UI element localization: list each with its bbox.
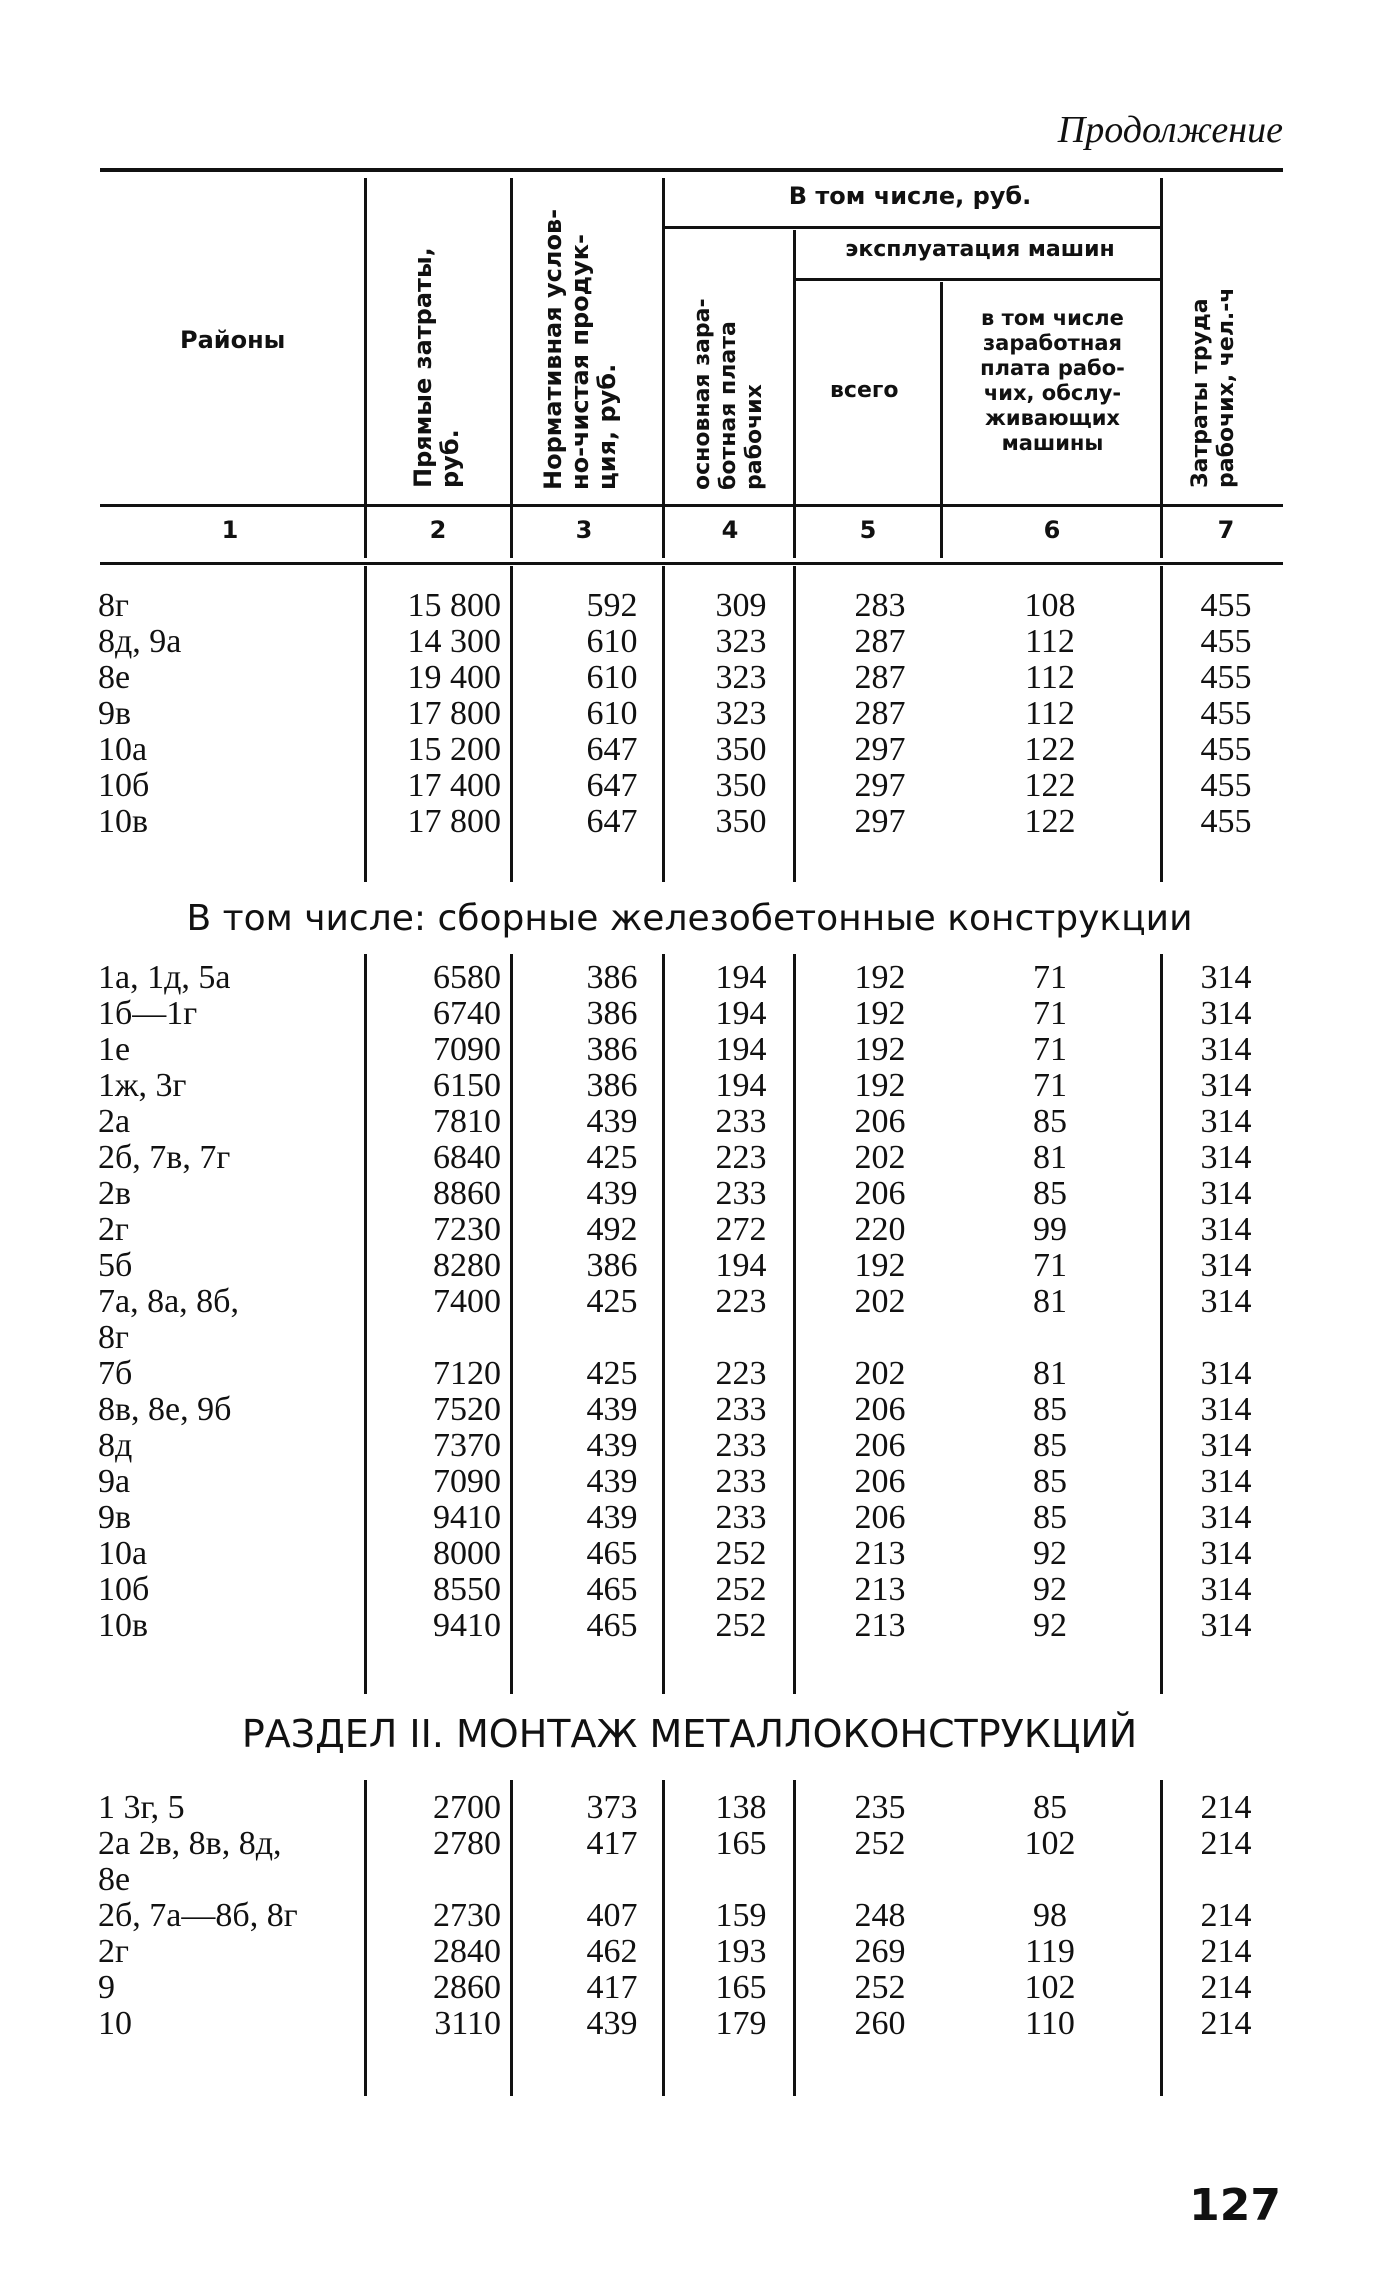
value-cell: 138 [715, 1789, 767, 1826]
value-cell: 122 [1024, 731, 1076, 768]
value-cell: 439 [586, 1103, 638, 1140]
value-cell: 455 [1200, 767, 1252, 804]
table-row [0, 624, 1379, 660]
table-row [0, 1862, 1379, 1898]
value-cell: 213 [854, 1571, 906, 1608]
column-divider [510, 954, 513, 1694]
value-cell: 465 [586, 1607, 638, 1644]
value-cell: 85 [1033, 1463, 1067, 1500]
value-cell: 98 [1033, 1897, 1067, 1934]
value-cell: 323 [715, 695, 767, 732]
column-number: 5 [859, 516, 877, 544]
district-cell: 10в [98, 1607, 149, 1644]
column-divider [364, 566, 367, 882]
header-divider [662, 178, 665, 558]
value-cell: 6580 [433, 959, 501, 996]
value-cell: 283 [854, 587, 906, 624]
value-cell: 252 [854, 1969, 906, 2006]
value-cell: 192 [854, 1067, 906, 1104]
value-cell: 194 [715, 959, 767, 996]
value-cell: 122 [1024, 767, 1076, 804]
district-cell: 10 [98, 2005, 132, 2042]
value-cell: 314 [1200, 1463, 1252, 1500]
table-row [0, 1104, 1379, 1140]
value-cell: 386 [586, 1247, 638, 1284]
value-cell: 455 [1200, 731, 1252, 768]
value-cell: 235 [854, 1789, 906, 1826]
value-cell: 425 [586, 1283, 638, 1320]
header-direct-costs: Прямые затраты, руб. [409, 247, 464, 488]
column-divider [1160, 1780, 1163, 2096]
value-cell: 297 [854, 803, 906, 840]
table-row [0, 1898, 1379, 1934]
value-cell: 314 [1200, 1499, 1252, 1536]
value-cell: 252 [715, 1535, 767, 1572]
value-cell: 233 [715, 1103, 767, 1140]
value-cell: 350 [715, 767, 767, 804]
district-cell: 2в [98, 1175, 132, 1212]
value-cell: 71 [1033, 1067, 1067, 1104]
value-cell: 2730 [433, 1897, 501, 1934]
value-cell: 71 [1033, 995, 1067, 1032]
header-group-including: В том числе, руб. [788, 182, 1032, 210]
value-cell: 108 [1024, 587, 1076, 624]
table-top-rule [100, 168, 1283, 172]
value-cell: 610 [586, 695, 638, 732]
table-row [0, 2006, 1379, 2042]
value-cell: 2700 [433, 1789, 501, 1826]
value-cell: 206 [854, 1175, 906, 1212]
value-cell: 206 [854, 1499, 906, 1536]
value-cell: 252 [854, 1825, 906, 1862]
value-cell: 202 [854, 1355, 906, 1392]
value-cell: 314 [1200, 1571, 1252, 1608]
value-cell: 214 [1200, 1969, 1252, 2006]
value-cell: 179 [715, 2005, 767, 2042]
value-cell: 314 [1200, 1283, 1252, 1320]
value-cell: 194 [715, 1031, 767, 1068]
value-cell: 272 [715, 1211, 767, 1248]
district-cell: 8г [98, 1319, 129, 1356]
page-number: 127 [1189, 2180, 1281, 2231]
value-cell: 260 [854, 2005, 906, 2042]
value-cell: 425 [586, 1139, 638, 1176]
table-row [0, 1826, 1379, 1862]
continuation-label: Продолжение [1057, 109, 1283, 151]
value-cell: 159 [715, 1897, 767, 1934]
value-cell: 465 [586, 1571, 638, 1608]
district-cell: 8е [98, 659, 131, 696]
column-divider [662, 566, 665, 882]
value-cell: 7120 [433, 1355, 501, 1392]
value-cell: 439 [586, 1391, 638, 1428]
value-cell: 71 [1033, 1031, 1067, 1068]
column-number: 7 [1217, 516, 1235, 544]
table-row [0, 1284, 1379, 1320]
value-cell: 386 [586, 959, 638, 996]
column-divider [793, 566, 796, 882]
value-cell: 350 [715, 803, 767, 840]
value-cell: 15 200 [407, 731, 501, 768]
table-row [0, 1500, 1379, 1536]
table-row [0, 996, 1379, 1032]
column-number: 1 [221, 516, 239, 544]
value-cell: 7090 [433, 1031, 501, 1068]
district-cell: 7а, 8а, 8б, [98, 1283, 239, 1320]
table-row [0, 960, 1379, 996]
value-cell: 7370 [433, 1427, 501, 1464]
value-cell: 314 [1200, 995, 1252, 1032]
value-cell: 2860 [433, 1969, 501, 2006]
value-cell: 6840 [433, 1139, 501, 1176]
district-cell: 2г [98, 1211, 129, 1248]
value-cell: 465 [586, 1535, 638, 1572]
value-cell: 2780 [433, 1825, 501, 1862]
value-cell: 85 [1033, 1103, 1067, 1140]
value-cell: 314 [1200, 1427, 1252, 1464]
district-cell: 10в [98, 803, 149, 840]
value-cell: 214 [1200, 2005, 1252, 2042]
value-cell: 314 [1200, 1103, 1252, 1140]
value-cell: 248 [854, 1897, 906, 1934]
header-divider [940, 282, 943, 558]
value-cell: 439 [586, 1499, 638, 1536]
district-cell: 2б, 7а—8б, 8г [98, 1897, 298, 1934]
value-cell: 309 [715, 587, 767, 624]
value-cell: 314 [1200, 959, 1252, 996]
value-cell: 233 [715, 1463, 767, 1500]
district-cell: 2а [98, 1103, 131, 1140]
value-cell: 6150 [433, 1067, 501, 1104]
value-cell: 323 [715, 623, 767, 660]
value-cell: 165 [715, 1969, 767, 2006]
value-cell: 202 [854, 1283, 906, 1320]
value-cell: 386 [586, 1031, 638, 1068]
value-cell: 192 [854, 959, 906, 996]
header-districts: Районы [180, 326, 286, 354]
value-cell: 455 [1200, 803, 1252, 840]
header-normative-production: Нормативная услов- но-чистая продук- ция, руб. [539, 208, 621, 490]
value-cell: 8000 [433, 1535, 501, 1572]
table-row [0, 1032, 1379, 1068]
value-cell: 202 [854, 1139, 906, 1176]
value-cell: 314 [1200, 1391, 1252, 1428]
header-divider [793, 230, 796, 558]
value-cell: 647 [586, 767, 638, 804]
table-row [0, 1790, 1379, 1826]
table-row [0, 1464, 1379, 1500]
value-cell: 92 [1033, 1571, 1067, 1608]
table-row [0, 1536, 1379, 1572]
table-row [0, 768, 1379, 804]
value-cell: 102 [1024, 1825, 1076, 1862]
district-cell: 2б, 7в, 7г [98, 1139, 231, 1176]
header-total: всего [830, 378, 899, 403]
column-divider [1160, 954, 1163, 1694]
table-row [0, 1356, 1379, 1392]
value-cell: 192 [854, 1031, 906, 1068]
header-divider [510, 178, 513, 558]
column-number: 2 [429, 516, 447, 544]
value-cell: 17 800 [407, 695, 501, 732]
value-cell: 214 [1200, 1825, 1252, 1862]
value-cell: 214 [1200, 1789, 1252, 1826]
district-cell: 8г [98, 587, 129, 624]
value-cell: 314 [1200, 1067, 1252, 1104]
district-cell: 2г [98, 1933, 129, 1970]
table-row [0, 588, 1379, 624]
district-cell: 9а [98, 1463, 131, 1500]
district-cell: 10а [98, 731, 148, 768]
district-cell: 10б [98, 1571, 150, 1608]
district-cell: 8д [98, 1427, 133, 1464]
column-divider [793, 954, 796, 1694]
value-cell: 610 [586, 623, 638, 660]
column-divider [510, 566, 513, 882]
value-cell: 455 [1200, 623, 1252, 660]
value-cell: 15 800 [407, 587, 501, 624]
value-cell: 647 [586, 731, 638, 768]
value-cell: 9410 [433, 1499, 501, 1536]
value-cell: 417 [586, 1969, 638, 2006]
district-cell: 7б [98, 1355, 133, 1392]
value-cell: 407 [586, 1897, 638, 1934]
table-row [0, 1572, 1379, 1608]
value-cell: 194 [715, 995, 767, 1032]
value-cell: 492 [586, 1211, 638, 1248]
value-cell: 214 [1200, 1933, 1252, 1970]
value-cell: 17 800 [407, 803, 501, 840]
value-cell: 81 [1033, 1283, 1067, 1320]
column-number: 4 [721, 516, 739, 544]
table-row [0, 1428, 1379, 1464]
table-row [0, 660, 1379, 696]
district-cell: 9 [98, 1969, 115, 2006]
table-row [0, 1970, 1379, 2006]
district-cell: 8д, 9а [98, 623, 182, 660]
header-base-wages: основная зара- ботная плата рабочих [690, 298, 767, 490]
column-number: 6 [1043, 516, 1061, 544]
column-divider [364, 954, 367, 1694]
value-cell: 297 [854, 767, 906, 804]
value-cell: 610 [586, 659, 638, 696]
value-cell: 439 [586, 1463, 638, 1500]
value-cell: 386 [586, 995, 638, 1032]
value-cell: 223 [715, 1139, 767, 1176]
header-bottom-rule [100, 504, 1283, 507]
value-cell: 220 [854, 1211, 906, 1248]
value-cell: 7090 [433, 1463, 501, 1500]
value-cell: 17 400 [407, 767, 501, 804]
value-cell: 19 400 [407, 659, 501, 696]
value-cell: 2840 [433, 1933, 501, 1970]
value-cell: 206 [854, 1427, 906, 1464]
value-cell: 8550 [433, 1571, 501, 1608]
district-cell: 1ж, 3г [98, 1067, 187, 1104]
column-divider [662, 1780, 665, 2096]
value-cell: 85 [1033, 1789, 1067, 1826]
value-cell: 314 [1200, 1031, 1252, 1068]
district-cell: 1б—1г [98, 995, 198, 1032]
group-header-rule [662, 226, 1160, 229]
table-row [0, 1068, 1379, 1104]
value-cell: 455 [1200, 659, 1252, 696]
table-row [0, 1934, 1379, 1970]
table-row [0, 1140, 1379, 1176]
value-cell: 373 [586, 1789, 638, 1826]
column-number: 3 [575, 516, 593, 544]
value-cell: 314 [1200, 1175, 1252, 1212]
value-cell: 85 [1033, 1499, 1067, 1536]
value-cell: 71 [1033, 959, 1067, 996]
table-row [0, 1320, 1379, 1356]
value-cell: 112 [1025, 659, 1075, 696]
table-row [0, 696, 1379, 732]
district-cell: 8е [98, 1861, 131, 1898]
value-cell: 462 [586, 1933, 638, 1970]
value-cell: 287 [854, 695, 906, 732]
column-divider [662, 954, 665, 1694]
value-cell: 252 [715, 1607, 767, 1644]
value-cell: 81 [1033, 1355, 1067, 1392]
district-cell: 10а [98, 1535, 148, 1572]
value-cell: 193 [715, 1933, 767, 1970]
value-cell: 206 [854, 1391, 906, 1428]
value-cell: 8860 [433, 1175, 501, 1212]
column-divider [1160, 566, 1163, 882]
table-row [0, 1392, 1379, 1428]
table-row [0, 1248, 1379, 1284]
value-cell: 417 [586, 1825, 638, 1862]
value-cell: 425 [586, 1355, 638, 1392]
column-divider [510, 1780, 513, 2096]
value-cell: 314 [1200, 1355, 1252, 1392]
header-labor-costs: Затраты труда рабочих, чел.-ч [1188, 287, 1239, 488]
value-cell: 223 [715, 1283, 767, 1320]
value-cell: 439 [586, 1175, 638, 1212]
value-cell: 81 [1033, 1139, 1067, 1176]
district-cell: 8в, 8е, 9б [98, 1391, 232, 1428]
value-cell: 287 [854, 623, 906, 660]
value-cell: 194 [715, 1067, 767, 1104]
value-cell: 592 [586, 587, 638, 624]
value-cell: 455 [1200, 695, 1252, 732]
value-cell: 323 [715, 659, 767, 696]
table-row [0, 804, 1379, 840]
value-cell: 233 [715, 1175, 767, 1212]
value-cell: 102 [1024, 1969, 1076, 2006]
section-title-steel: РАЗДЕЛ II. МОНТАЖ МЕТАЛЛОКОНСТРУКЦИЙ [241, 1712, 1138, 1756]
value-cell: 252 [715, 1571, 767, 1608]
section-title-precast: В том числе: сборные железобетонные конструкции [186, 898, 1193, 939]
value-cell: 110 [1025, 2005, 1075, 2042]
value-cell: 213 [854, 1535, 906, 1572]
value-cell: 214 [1200, 1897, 1252, 1934]
header-divider [1160, 178, 1163, 558]
value-cell: 269 [854, 1933, 906, 1970]
value-cell: 647 [586, 803, 638, 840]
value-cell: 7520 [433, 1391, 501, 1428]
value-cell: 233 [715, 1427, 767, 1464]
value-cell: 233 [715, 1391, 767, 1428]
value-cell: 223 [715, 1355, 767, 1392]
value-cell: 350 [715, 731, 767, 768]
value-cell: 213 [854, 1607, 906, 1644]
machines-header-rule [793, 278, 1160, 281]
table-row [0, 732, 1379, 768]
table-row [0, 1212, 1379, 1248]
value-cell: 314 [1200, 1247, 1252, 1284]
value-cell: 85 [1033, 1391, 1067, 1428]
value-cell: 71 [1033, 1247, 1067, 1284]
value-cell: 6740 [433, 995, 501, 1032]
table-row [0, 1608, 1379, 1644]
value-cell: 386 [586, 1067, 638, 1104]
value-cell: 297 [854, 731, 906, 768]
header-machine-wages: в том числе заработная плата рабо- чих, обслу- живающих машины [980, 306, 1125, 455]
value-cell: 314 [1200, 1607, 1252, 1644]
value-cell: 194 [715, 1247, 767, 1284]
value-cell: 192 [854, 1247, 906, 1284]
value-cell: 112 [1025, 695, 1075, 732]
value-cell: 192 [854, 995, 906, 1032]
value-cell: 122 [1024, 803, 1076, 840]
value-cell: 3110 [434, 2005, 501, 2042]
district-cell: 1 3г, 5 [98, 1789, 185, 1826]
value-cell: 233 [715, 1499, 767, 1536]
header-divider [364, 178, 367, 558]
district-cell: 9в [98, 1499, 132, 1536]
value-cell: 439 [586, 2005, 638, 2042]
value-cell: 7400 [433, 1283, 501, 1320]
value-cell: 9410 [433, 1607, 501, 1644]
value-cell: 314 [1200, 1139, 1252, 1176]
district-cell: 1е [98, 1031, 131, 1068]
district-cell: 5б [98, 1247, 133, 1284]
value-cell: 206 [854, 1463, 906, 1500]
value-cell: 455 [1200, 587, 1252, 624]
value-cell: 314 [1200, 1535, 1252, 1572]
value-cell: 8280 [433, 1247, 501, 1284]
value-cell: 206 [854, 1103, 906, 1140]
value-cell: 119 [1025, 1933, 1075, 1970]
district-cell: 10б [98, 767, 150, 804]
column-divider [793, 1780, 796, 2096]
header-machine-operation: эксплуатация машин [845, 237, 1115, 262]
district-cell: 9в [98, 695, 132, 732]
column-divider [364, 1780, 367, 2096]
value-cell: 14 300 [407, 623, 501, 660]
value-cell: 287 [854, 659, 906, 696]
column-numbers-rule [100, 562, 1283, 565]
value-cell: 112 [1025, 623, 1075, 660]
value-cell: 7810 [433, 1103, 501, 1140]
value-cell: 7230 [433, 1211, 501, 1248]
value-cell: 99 [1033, 1211, 1067, 1248]
table-row [0, 1176, 1379, 1212]
value-cell: 92 [1033, 1607, 1067, 1644]
value-cell: 165 [715, 1825, 767, 1862]
value-cell: 439 [586, 1427, 638, 1464]
value-cell: 85 [1033, 1175, 1067, 1212]
district-cell: 2а 2в, 8в, 8д, [98, 1825, 282, 1862]
district-cell: 1а, 1д, 5а [98, 959, 231, 996]
value-cell: 85 [1033, 1427, 1067, 1464]
value-cell: 92 [1033, 1535, 1067, 1572]
value-cell: 314 [1200, 1211, 1252, 1248]
